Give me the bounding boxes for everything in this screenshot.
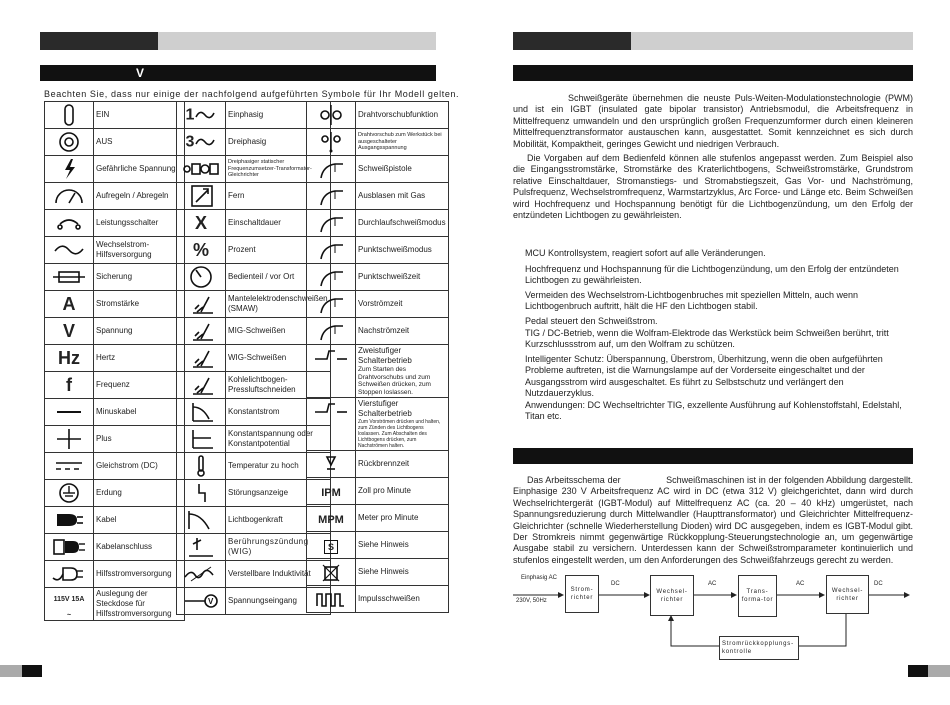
symbol-label-text: Temperatur zu hoch (228, 461, 299, 470)
symbol-row (307, 345, 449, 398)
diagram-box-inverter: Wechsel-richter (650, 575, 694, 616)
symbol-label-text: Durchlaufschweißmodus (358, 218, 446, 227)
symbol-label (356, 237, 449, 264)
symbol-note: Zum Starten des Drahtvorschubs und zum Schweißen drücken, zum Stoppen loslassen. (358, 366, 431, 396)
feature-item: MCU Kontrollsystem, reagiert sofort auf alle Veränderungen. (525, 248, 766, 258)
symbol-row (307, 237, 449, 264)
work-principle-section-bar (513, 448, 913, 464)
symbol-label-text: AUS (96, 137, 113, 146)
symbol-label (356, 102, 449, 129)
symbol-row (45, 129, 185, 156)
plus-icon (45, 426, 94, 453)
symbol-label-text: WIG-Schweißen (228, 353, 287, 362)
diagram-box-rectifier: Strom-richter (565, 575, 599, 613)
four-step-icon (307, 398, 356, 451)
arc-ignition-icon (177, 534, 226, 561)
remote-icon (177, 183, 226, 210)
symbol-label-text: Konstantspannung oder Konstantpotential (228, 429, 313, 448)
pulse-icon (307, 586, 356, 613)
symbol-label-text: Punktschweißzeit (358, 272, 421, 281)
symbol-label (356, 183, 449, 210)
symbol-row (45, 426, 185, 453)
svg-text:V: V (208, 597, 214, 606)
burnback-icon (307, 451, 356, 478)
symbol-row (307, 210, 449, 237)
symbol-label-text: Wechselstrom-Hilfsversorgung (96, 240, 152, 259)
fuse-tube-icon (45, 102, 94, 129)
symbol-label-text: Kohlelichtbogen-Pressluftschneiden (228, 375, 296, 394)
symbol-label-text: MIG-Schweißen (228, 326, 286, 335)
disposal-icon (307, 559, 356, 586)
converter-icon (177, 156, 226, 183)
two-step-icon (307, 345, 356, 398)
symbol-note: Zum Vorströmen drücken und halten, zum Zünden des Lichtbogens loslassen. Zum Abschalten des Lichtbogens drücken, zum Nachströmen halten. (358, 419, 441, 449)
symbol-label (356, 156, 449, 183)
symbol-row (45, 264, 185, 291)
symbol-glyph: Hz (45, 345, 94, 372)
arc-gauge-icon (45, 183, 94, 210)
symbol-label-text: Hilfsstromversorgung (96, 569, 172, 578)
symbol-label (94, 453, 185, 480)
right-page-corner-light (928, 665, 950, 677)
symbol-label-text: EIN (96, 110, 110, 119)
symbol-label (94, 345, 185, 372)
symbol-row (45, 345, 185, 372)
symbol-label-text: Einphasig (228, 110, 264, 119)
symbol-glyph: f (45, 372, 94, 399)
symbol-row (307, 586, 449, 613)
spot-time-icon (307, 264, 356, 291)
diagram-input-label: Einphasig AC (520, 575, 558, 581)
see-note-icon: S (307, 532, 356, 559)
symbol-label-text: Fern (228, 191, 245, 200)
spot-icon (307, 237, 356, 264)
symbol-label (356, 264, 449, 291)
wire-feed-icon (307, 102, 356, 129)
aux-plug-icon (45, 561, 94, 588)
symbol-label-text: Impulsschweißen (358, 594, 420, 603)
tig-icon (177, 345, 226, 372)
diagram-link-2: AC (708, 581, 717, 587)
symbol-label-text: Rückbrennzeit (358, 459, 410, 468)
diagram-link-1: DC (611, 581, 620, 587)
symbol-label (94, 237, 185, 264)
work-para-rest: Schweißmaschinen ist in der folgenden Abbildung dargestellt. Einphasige 230 V Arbeitsfrequenz AC wird in DC (etwa 312 V) gleichgerichtet, dann wird durch Wechselrichtergerät (IGBT-Modul) auf Mittelfrequenz AC (ca. 20 – 40 kHz) umgerüstet, nach Spannungsreduzierung durch Mittelwandler (Haupttransformator) und Gleichrichter Mittelfrequenz-Gleichrichter (schnelle Wiederherstellung Dioden) wird DC ausgegeben, indem es IGBT-Modul gibt. Der Stromkreis nimmt gegenwärtige Rückkopplung-Steuerungstechnologie an, um gegenwärtige Ausgabe stabil zu versichern. Unterdessen kann der Schweißstromparameter kontinuierlich und stufenlos eingestellt werden, um den Anforderungen des Schweißfahrzeugs gerecht zu werden. (513, 475, 913, 565)
description-section-bar (513, 65, 913, 81)
constant-current-icon (177, 399, 226, 426)
symbol-label-text: Spannungseingang (228, 596, 297, 605)
symbol-label-text: Aufregeln / Abregeln (96, 191, 169, 200)
symbol-label-text: Drahtvorschub zum Werkstück bei ausgeschalteter Ausgangsspannung (358, 132, 442, 152)
ground-icon (45, 480, 94, 507)
symbol-label (356, 559, 449, 586)
symbol-label-text: Siehe Hinweis (358, 540, 409, 549)
symbol-label (356, 398, 449, 451)
symbol-label-text: Störungsanzeige (228, 488, 289, 497)
symbol-label-text: Mantelelektrodenschweißen (SMAW) (228, 294, 328, 313)
lightning-bolt-icon (45, 156, 94, 183)
symbol-label (94, 480, 185, 507)
symbol-label-text: Nachströmzeit (358, 326, 410, 335)
symbol-row (307, 183, 449, 210)
symbol-label-text: Minuskabel (96, 407, 137, 416)
symbol-row (45, 480, 185, 507)
continuous-icon (307, 210, 356, 237)
smaw-icon (177, 291, 226, 318)
diagram-box-transformer: Trans-forma-tor (738, 575, 777, 617)
dc-icon (45, 453, 94, 480)
symbol-label-text: Verstellbare Induktivität (228, 569, 311, 578)
symbol-row (45, 156, 185, 183)
symbol-label-text: Ausblasen mit Gas (358, 191, 426, 200)
constant-voltage-icon (177, 426, 226, 453)
symbol-label (94, 156, 185, 183)
feature-item: Vermeiden des Wechselstrom-Lichtbogenbruches mit speziellen Mitteln, auch wenn Lichtbogenbruch auftritt, hält die HF den Lichtbogen stabil. (525, 290, 859, 312)
socket-rating-icon: 115V 15A ~ (45, 588, 94, 621)
voltage-input-icon (177, 588, 226, 615)
symbol-label (94, 291, 185, 318)
symbol-glyph: IPM (307, 478, 356, 505)
tilde-icon (45, 237, 94, 264)
symbol-label-text: Kabelanschluss (96, 542, 153, 551)
left-header-dark (40, 32, 158, 50)
symbol-label-text: Prozent (228, 245, 256, 254)
symbol-label (356, 345, 449, 398)
symbol-glyph: A (45, 291, 94, 318)
symbol-row (307, 318, 449, 345)
postflow-icon (307, 318, 356, 345)
x-icon: X (177, 210, 226, 237)
feature-item: TIG / DC-Betrieb, wenn die Wolfram-Elektrode das Werkstück beim Schweißen berührt, tritt Kurzschlussstrom auf, um den Wolfram zu schützen. (525, 328, 889, 350)
symbol-label-text: Vorströmzeit (358, 299, 403, 308)
symbol-label-text: Dreiphasiger statischer Frequenzumsetzer-Transformator-Gleichrichter (228, 159, 312, 179)
symbol-label (94, 102, 185, 129)
symbol-label (356, 291, 449, 318)
diagram-link-3: AC (796, 581, 805, 587)
symbol-row (45, 534, 185, 561)
symbol-glyph: MPM (307, 505, 356, 532)
symbol-row (307, 532, 449, 559)
symbol-label-text: Punktschweißmodus (358, 245, 432, 254)
symbol-label-text: Hertz (96, 353, 116, 362)
symbol-row (45, 291, 185, 318)
symbol-label-text: Sicherung (96, 272, 133, 281)
diagram-box-output-rectifier: Wechsel-richter (826, 575, 869, 614)
symbol-row (307, 129, 449, 156)
symbol-label (356, 318, 449, 345)
symbol-table-col1 (44, 101, 185, 621)
symbol-label (94, 183, 185, 210)
single-phase-icon: 1 (177, 102, 226, 129)
gun-icon (307, 156, 356, 183)
fuse-icon (45, 264, 94, 291)
symbol-label-text: Lichtbogenkraft (228, 515, 283, 524)
symbol-label (356, 451, 449, 478)
symbols-intro: Beachten Sie, dass nur einige der nachfolgend aufgeführten Symbole für Ihr Modell gelten. (44, 89, 460, 99)
symbol-label (94, 534, 185, 561)
feature-item: Pedal steuert den Schweißstrom. (525, 316, 658, 326)
switch-icon (45, 210, 94, 237)
dial-icon (177, 264, 226, 291)
symbol-row (307, 505, 449, 532)
preflow-icon (307, 291, 356, 318)
right-header-light (631, 32, 913, 50)
thermometer-icon (177, 453, 226, 480)
symbol-label (94, 588, 185, 621)
diagram-link-4: DC (874, 581, 883, 587)
symbol-row (45, 372, 185, 399)
symbol-table-col3 (306, 101, 449, 613)
symbol-row (45, 561, 185, 588)
carbon-icon (177, 372, 226, 399)
wire-feed-down-icon (307, 129, 356, 156)
symbol-label-text: Schweißpistole (358, 164, 412, 173)
symbols-section-title: V (136, 66, 145, 80)
symbol-row (45, 102, 185, 129)
symbol-label-text: Zoll pro Minute (358, 486, 411, 495)
symbol-label-text: Leistungsschalter (96, 218, 159, 227)
symbol-label-text: Gefährliche Spannung (96, 164, 176, 173)
symbol-row (307, 478, 449, 505)
symbol-label-text: Berührungszündung (WIG) (228, 537, 309, 556)
feature-item: Anwendungen: DC Wechseltrichter TIG, exzellente Ausführung auf Kohlenstoffstahl, Edelstahl, Titan etc. (525, 400, 902, 422)
symbol-row (45, 453, 185, 480)
symbol-label (94, 372, 185, 399)
symbol-label (94, 507, 185, 534)
symbol-label-text: Kabel (96, 515, 117, 524)
symbol-label (94, 129, 185, 156)
arc-force-icon (177, 507, 226, 534)
symbol-row (45, 588, 185, 621)
symbol-label-text: Zweistufiger Schalterbetrieb (358, 346, 412, 365)
intro-paragraph-2: Die Vorgaben auf dem Bedienfeld können alle stufenlos angepasst werden. Zum Beispiel also die Eingangsstromstärke, Stromstärke des Kraterlichtbogens, Schweißstromstärke, Grundstrom relative Einschaltdauer, Stromanstiegs- und Stromabstiegszeit, Gas Vor- und Nachströmung, Pulsfrequenz, Wechselstromfrequenz, Warmstartzyklus, Arc Force- und Länge etc. Beim Schweißen wird Hochfrequenz und Hochspannung benötigt für die Lichtbogenzündung, um den Erfolg der entzündeten Lichtbogen zu gewährleisten. (513, 153, 913, 221)
symbol-row (45, 210, 185, 237)
diagram-input-value: 230V, 50Hz (516, 598, 547, 604)
symbol-label-text: Meter pro Minute (358, 513, 419, 522)
symbol-label-text: Konstantstrom (228, 407, 280, 416)
right-header-dark (513, 32, 631, 50)
intro-paragraph-1: Schweißgeräte übernehmen die neuste Puls-Weiten-Modulationstechnologie (PWM) und ist ein IGBT (insulated gate bipolar transistor) Antriebsmodul, die Arbeitsfrequenz in Mittelfrequenz umwandeln und den ursprünglich großen Frequenzumformer durch einen kleineren Mittelfrequenztransformator austauschen kann, ausgestattet. Somit kennzeichnet es sich durch Mobilität, Kompaktheit, geringes Gewicht und niedrigen Verbrauch. (513, 93, 913, 149)
symbol-label-text: Spannung (96, 326, 133, 335)
percent-icon: % (177, 237, 226, 264)
symbol-label-text: Plus (96, 434, 112, 443)
symbol-row (307, 264, 449, 291)
symbol-label-text: Auslegung der Steckdose für Hilfsstromversorgung (96, 589, 172, 618)
circle-ring-icon (45, 129, 94, 156)
work-principle-paragraph (513, 475, 913, 566)
three-phase-icon: 3 (177, 129, 226, 156)
symbol-label (356, 129, 449, 156)
symbol-label (94, 561, 185, 588)
inductance-icon (177, 561, 226, 588)
fault-icon (177, 480, 226, 507)
symbol-row (307, 398, 449, 451)
symbol-label-text: Bedienteil / vor Ort (228, 272, 295, 281)
symbol-label (94, 426, 185, 453)
minus-icon (45, 399, 94, 426)
left-header-light (158, 32, 436, 50)
mig-icon (177, 318, 226, 345)
right-page-corner-dark (908, 665, 928, 677)
plug-icon (45, 507, 94, 534)
symbols-section-bar (40, 65, 436, 81)
symbol-label-text: Gleichstrom (DC) (96, 461, 158, 470)
left-page-corner-light (0, 665, 22, 677)
symbol-label-text: Frequenz (96, 380, 130, 389)
symbol-row (307, 559, 449, 586)
symbol-label-text: Stromstärke (96, 299, 140, 308)
feature-item: Hochfrequenz und Hochspannung für die Lichtbogenzündung, um den Erfolg der entzündeten Lichtbogen zu gewährleisten. (525, 264, 899, 286)
diagram-box-feedback: Stromrückkopplungs-kontrolle (719, 636, 799, 660)
symbol-row (307, 156, 449, 183)
symbol-row (307, 451, 449, 478)
left-page-corner-dark (22, 665, 42, 677)
symbol-row (307, 291, 449, 318)
symbol-label-text: Drahtvorschubfunktion (358, 110, 439, 119)
symbol-label (356, 478, 449, 505)
symbol-label-text: Einschaltdauer (228, 218, 281, 227)
symbol-label-text: Siehe Hinweis (358, 567, 409, 576)
symbol-row (45, 399, 185, 426)
work-para-start: Das Arbeitsschema der (527, 475, 621, 485)
symbol-row (45, 237, 185, 264)
symbol-row (45, 507, 185, 534)
symbol-label (94, 210, 185, 237)
symbol-label-text: Vierstufiger Schalterbetrieb (358, 399, 412, 418)
purge-icon (307, 183, 356, 210)
symbol-label-text: Dreiphasig (228, 137, 267, 146)
symbol-row (307, 102, 449, 129)
symbol-label (94, 318, 185, 345)
symbol-glyph: V (45, 318, 94, 345)
symbol-row (45, 183, 185, 210)
feature-item: Intelligenter Schutz: Überspannung, Überstrom, Überhitzung, wenn die oben aufgeführten Probleme auftreten, ist die Warnungslampe auf der Vorderseite eingeschaltet und der Ausgangsstrom wird ausgeschaltet. Es führt zu Selbstschutz und verlängert den Nutzdauerzyklus. (525, 354, 883, 399)
symbol-row (45, 318, 185, 345)
cable-connector-icon (45, 534, 94, 561)
symbol-label (94, 264, 185, 291)
symbol-label (356, 532, 449, 559)
symbol-label (356, 210, 449, 237)
symbol-label-text: Erdung (96, 488, 122, 497)
symbol-label (356, 586, 449, 613)
symbol-label (356, 505, 449, 532)
symbol-label (94, 399, 185, 426)
